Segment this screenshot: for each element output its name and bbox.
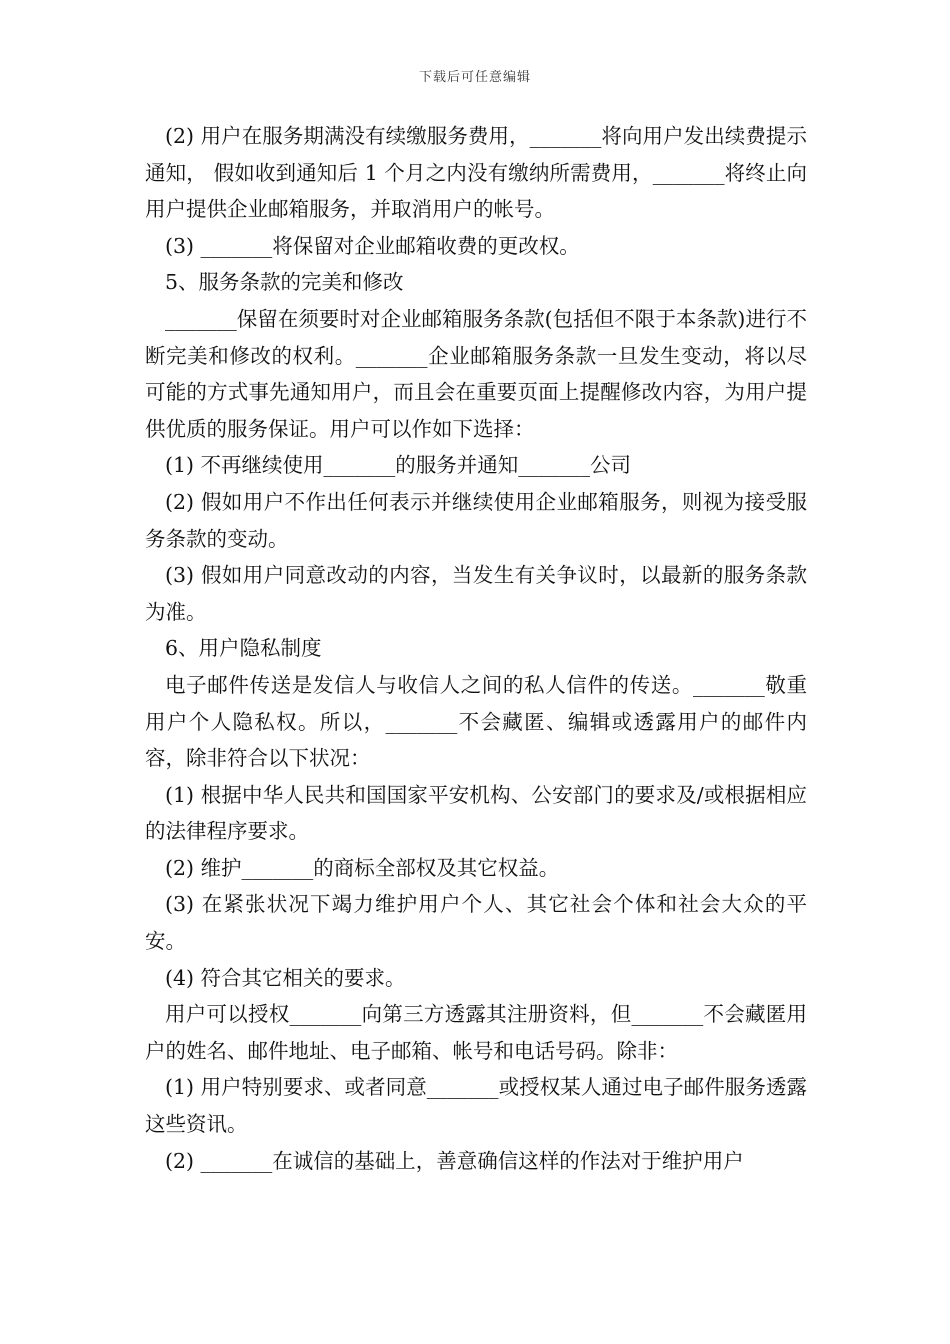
paragraph-privacy-case-2: (2) 维护_______的商标全部权及其它权益。 [165,855,560,880]
section-heading-terms-revision: 5、服务条款的完美和修改 [165,270,404,295]
paragraph-exception-1: (1) 用户特别要求、或者同意_______或授权某人通过电子邮件服务透露这些资讯。 [145,1075,807,1137]
paragraph-fee-change-right: (3) _______将保留对企业邮箱收费的更改权。 [165,233,580,258]
paragraph-exception-2: (2) _______在诚信的基础上，善意确信这样的作法对于维护用户 [165,1148,744,1173]
paragraph-option-2: (2) 假如用户不作出任何表示并继续使用企业邮箱服务，则视为接受服务条款的变动。 [145,489,807,551]
paragraph-terms-revision: _______保留在须要时对企业邮箱服务条款(包括但不限于本条款)进行不断完美和修改的权利。_______企业邮箱服务条款一旦发生变动，将以尽可能的方式事先通知用户，而且会在重要页面上提醒修改内容，为用户提供优质的服务保证。用户可以作如下选择： [145,306,807,441]
paragraph-renewal-notice: (2) 用户在服务期满没有续缴服务费用，_______将向用户发出续费提示通知， 假如收到通知后 1 个月之内没有缴纳所需费用，_______将终止向用户提供企业邮箱服务，并取消用户的帐号。 [145,124,807,222]
section-heading-privacy: 6、用户隐私制度 [165,636,322,661]
document-body [145,118,807,1179]
page-header: 下载后可任意编辑 [418,70,531,85]
paragraph-privacy-case-4: (4) 符合其它相关的要求。 [165,965,406,990]
paragraph-authorization: 用户可以授权_______向第三方透露其注册资料，但_______不会藏匿用户的姓名、邮件地址、电子邮箱、帐号和电话号码。除非： [145,1002,807,1063]
paragraph-privacy-intro: 电子邮件传送是发信人与收信人之间的私人信件的传送。_______敬重用户个人隐私权。所以，_______不会藏匿、编辑或透露用户的邮件内容，除非符合以下状况： [145,672,807,771]
paragraph-privacy-case-1: (1) 根据中华人民共和国国家平安机构、公安部门的要求及/或根据相应的法律程序要求。 [145,782,807,844]
paragraph-option-1: (1) 不再继续使用_______的服务并通知_______公司 [165,453,632,478]
paragraph-option-3: (3) 假如用户同意改动的内容，当发生有关争议时，以最新的服务条款为准。 [145,563,807,624]
paragraph-privacy-case-3: (3) 在紧张状况下竭力维护用户个人、其它社会个体和社会大众的平安。 [145,892,807,954]
